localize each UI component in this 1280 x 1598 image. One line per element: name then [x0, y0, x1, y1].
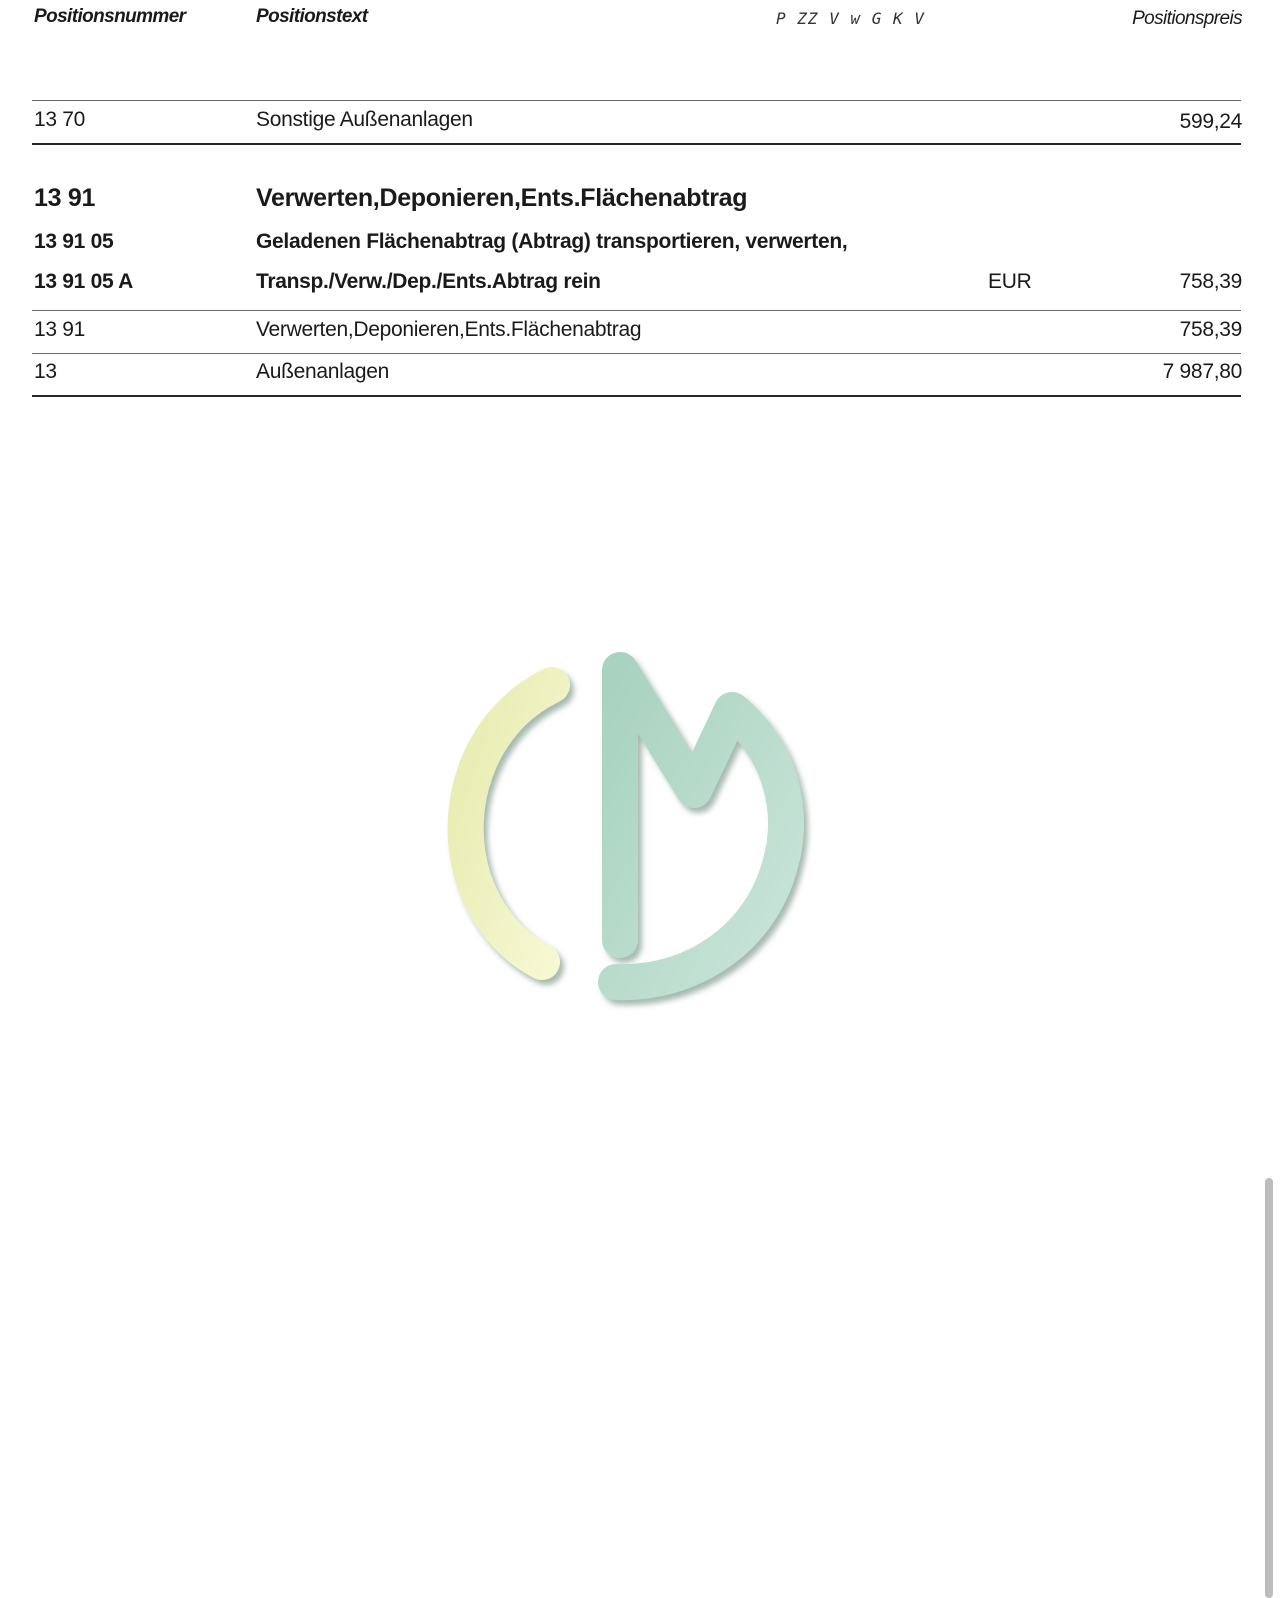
- section-divider: [32, 395, 1241, 397]
- subtotal-text: Verwerten,Deponieren,Ents.Flächenabtrag: [256, 318, 642, 341]
- row-divider: [32, 100, 1241, 101]
- hm-monogram-logo: [420, 640, 840, 1040]
- position-text: Geladenen Flächenabtrag (Abtrag) transportieren, verwerten,: [256, 230, 848, 253]
- section-divider: [32, 143, 1241, 145]
- total-price: 7 987,80: [1162, 360, 1242, 383]
- position-text: Transp./Verw./Dep./Ents.Abtrag rein: [256, 270, 601, 293]
- subtotal-price: 758,39: [1179, 318, 1242, 341]
- position-unit: EUR: [988, 270, 1032, 293]
- section-number: 13 91: [34, 184, 96, 212]
- column-header-positionstext: Positionstext: [256, 6, 368, 27]
- column-header-positionspreis: Positionspreis: [1132, 8, 1242, 29]
- position-price: 599,24: [1179, 110, 1242, 133]
- position-number: 13 91 05 A: [34, 270, 133, 293]
- total-number: 13: [34, 360, 57, 383]
- vertical-scrollbar[interactable]: [1265, 1178, 1273, 1598]
- subtotal-number: 13 91: [34, 318, 86, 341]
- position-number: 13 70: [34, 108, 86, 131]
- position-number: 13 91 05: [34, 230, 114, 253]
- column-header-codes: P ZZ V w G K V: [776, 9, 925, 28]
- column-header-positionsnummer: Positionsnummer: [34, 6, 186, 27]
- row-divider: [32, 353, 1241, 354]
- total-text: Außenanlagen: [256, 360, 390, 383]
- row-divider: [32, 310, 1241, 311]
- section-title: Verwerten,Deponieren,Ents.Flächenabtrag: [256, 184, 748, 212]
- position-text: Sonstige Außenanlagen: [256, 108, 473, 131]
- position-price: 758,39: [1179, 270, 1242, 293]
- logo-icon: [420, 640, 840, 1040]
